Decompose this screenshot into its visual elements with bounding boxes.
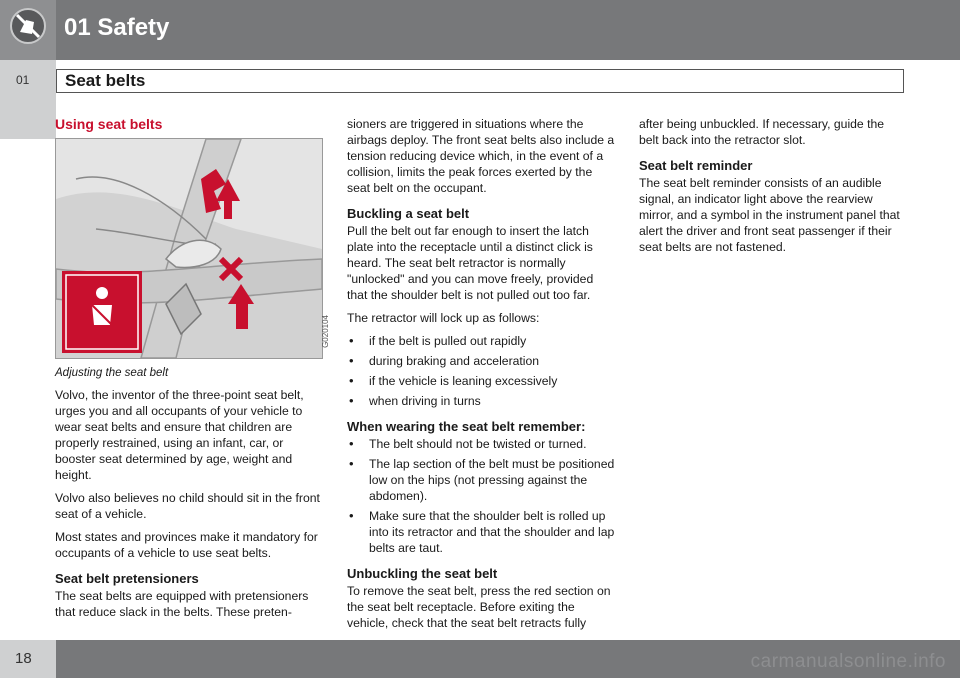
column-3 (639, 116, 907, 262)
remember-list (347, 436, 615, 556)
paragraph: sioners are triggered in situations where the airbags deploy. The front seat belts also include a tension reducing device which, in the event of a collision, limits the peak forces exerted by the seat belt on the occupant. (347, 117, 615, 195)
list-item: • if the belt is pulled out rapidly (347, 333, 615, 349)
subheading-using-seat-belts: Using seat belts (55, 116, 163, 132)
list-item: • during braking and acceleration (347, 353, 615, 369)
paragraph: Volvo, the inventor of the three-point seat belt, urges you and all occupants of your vehicle to wear seat belts and ensure that children are properly restrained, using an infant, car, or booster seat determined by age, weight and height. (55, 388, 304, 482)
header-logo-area (0, 0, 56, 60)
paragraph: Volvo also believes no child should sit in the front seat of a vehicle. (55, 491, 320, 521)
heading-reminder: Seat belt reminder (639, 158, 753, 173)
heading-remember: When wearing the seat belt remember: (347, 419, 586, 434)
lock-list (347, 333, 615, 409)
list-item: • Make sure that the shoulder belt is rolled up into its retractor and that the shoulder and lap belts are taut. (347, 508, 615, 556)
side-chapter-number: 01 (16, 73, 30, 87)
seat-belt-figure (55, 138, 330, 359)
figure-caption: Adjusting the seat belt (55, 367, 169, 379)
page-number: 18 (15, 650, 32, 667)
watermark-text: carmanualsonline.info (750, 651, 946, 672)
paragraph: after being unbuckled. If necessary, guide the belt back into the retractor slot. (639, 117, 885, 147)
chapter-title: 01 Safety (64, 14, 170, 41)
column-1 (55, 116, 330, 627)
paragraph: To remove the seat belt, press the red section on the seat belt receptacle. Before exiting the vehicle, check that the seat belt retracts fully (347, 584, 611, 630)
list-item: • The lap section of the belt must be positioned low on the hips (not pressing against the abdomen). (347, 456, 615, 504)
figure-code: G020104 (321, 315, 330, 348)
heading-buckling: Buckling a seat belt (347, 206, 470, 221)
safety-seat-icon (10, 8, 46, 44)
side-chapter-strip (0, 60, 56, 139)
list-item: • when driving in turns (347, 393, 615, 409)
heading-unbuckling: Unbuckling the seat belt (347, 566, 498, 581)
paragraph: The retractor will lock up as follows: (347, 311, 540, 325)
column-2 (347, 116, 615, 638)
paragraph: The seat belt reminder consists of an audible signal, an indicator light above the rearview mirror, and a symbol in the instrument panel that alert the driver and front seat passenger if their seat belts are not fastened. (639, 176, 900, 254)
list-item: • if the vehicle is leaning excessively (347, 373, 615, 389)
paragraph: The seat belts are equipped with pretensioners that reduce slack in the belts. These preten- (55, 589, 309, 619)
paragraph: Pull the belt out far enough to insert the latch plate into the receptacle until a distinct click is heard. The seat belt retractor is normally "unlocked" and you can move freely, provided that the shoulder belt is not pulled out too far. (347, 224, 594, 302)
section-title: Seat belts (65, 71, 146, 90)
paragraph: Most states and provinces make it mandatory for occupants of a vehicle to use seat belts. (55, 530, 318, 560)
section-title-box (56, 69, 904, 93)
list-item: • The belt should not be twisted or turned. (347, 436, 615, 452)
heading-pretensioners: Seat belt pretensioners (55, 571, 199, 586)
